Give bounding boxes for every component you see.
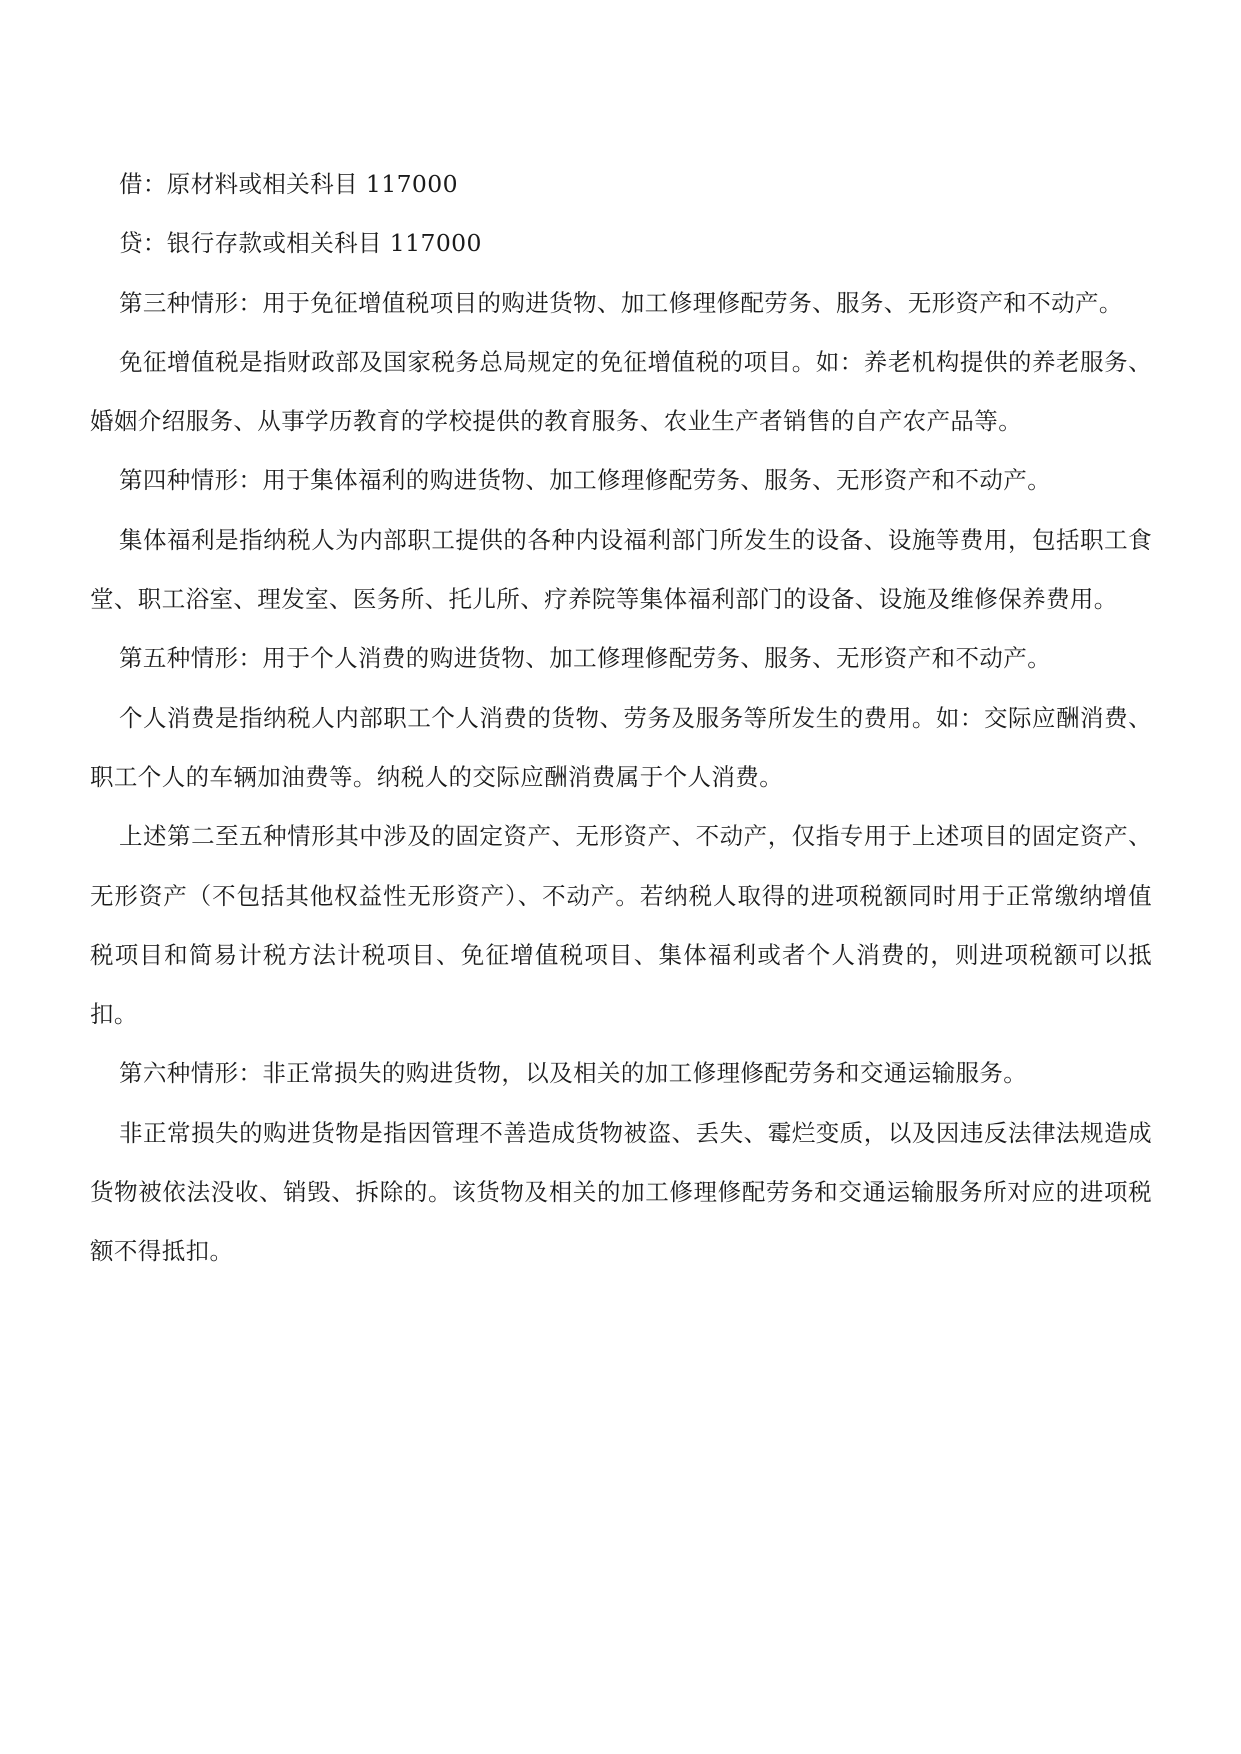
paragraph-debit-entry: 借：原材料或相关科目 117000: [119, 170, 458, 198]
paragraph-case-four: 第四种情形：用于集体福利的购进货物、加工修理修配劳务、服务、无形资产和不动产。: [119, 466, 1052, 495]
paragraph-abnormal-loss-definition: 非正常损失的购进货物是指因管理不善造成货物被盗、丢失、霉烂变质，以及因违反法律法规造成货物被依法没收、销毁、拆除的。该货物及相关的加工修理修配劳务和交通运输服务所对应的进项税额不得抵扣。: [90, 1118, 1152, 1266]
document-page: [90, 155, 1152, 1282]
paragraph-case-six: 第六种情形：非正常损失的购进货物，以及相关的加工修理修配劳务和交通运输服务。: [119, 1059, 1028, 1088]
paragraph-case-three: 第三种情形：用于免征增值税项目的购进货物、加工修理修配劳务、服务、无形资产和不动产。: [119, 288, 1123, 317]
paragraph-credit-entry: 贷：银行存款或相关科目 117000: [119, 229, 482, 258]
paragraph-personal-consumption-definition: 个人消费是指纳税人内部职工个人消费的货物、劳务及服务等所发生的费用。如：交际应酬消费、职工个人的车辆加油费等。纳税人的交际应酬消费属于个人消费。: [90, 703, 1152, 791]
paragraph-tax-exempt-definition: 免征增值税是指财政部及国家税务总局规定的免征增值税的项目。如：养老机构提供的养老服务、婚姻介绍服务、从事学历教育的学校提供的教育服务、农业生产者销售的自产农产品等。: [90, 347, 1152, 436]
paragraph-welfare-definition: 集体福利是指纳税人为内部职工提供的各种内设福利部门所发生的设备、设施等费用，包括职工食堂、职工浴室、理发室、医务所、托儿所、疗养院等集体福利部门的设备、设施及维修保养费用。: [90, 525, 1152, 614]
paragraph-case-five: 第五种情形：用于个人消费的购进货物、加工修理修配劳务、服务、无形资产和不动产。: [119, 644, 1052, 673]
paragraph-assets-note: 上述第二至五种情形其中涉及的固定资产、无形资产、不动产，仅指专用于上述项目的固定资产、无形资产（不包括其他权益性无形资产）、不动产。若纳税人取得的进项税额同时用于正常缴纳增值税项目和简易计税方法计税项目、免征增值税项目、集体福利或者个人消费的，则进项税额可以抵扣。: [90, 822, 1152, 1029]
